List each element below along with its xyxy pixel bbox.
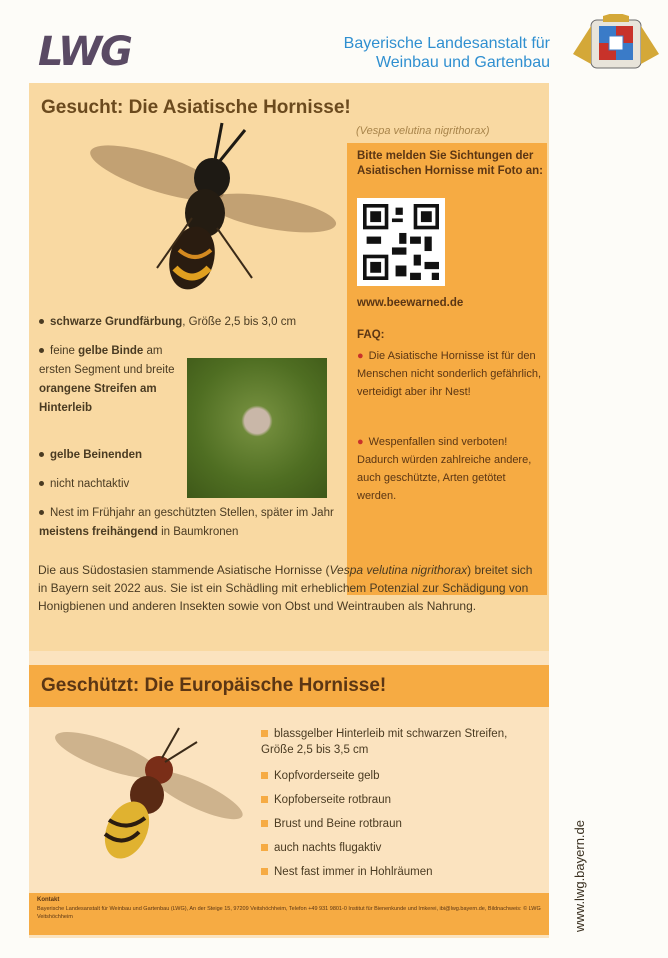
bullet-text: nicht nachtaktiv <box>50 478 130 490</box>
bullet-text: , Größe 2,5 bis 3,0 cm <box>182 316 297 328</box>
bullet-text: Kopfvorderseite gelb <box>274 770 380 782</box>
bavaria-coat-of-arms-icon <box>571 14 661 72</box>
bullet-square <box>261 844 268 851</box>
euro-feature-chest <box>261 816 402 832</box>
bullet-bold: gelbe Binde <box>78 345 144 357</box>
euro-feature-nest <box>261 864 433 880</box>
lwg-logo: LWG <box>38 29 131 75</box>
bullet-bold: schwarze Grundfärbung <box>50 316 183 328</box>
institution-line-1: Bayerische Landesanstalt für <box>343 35 550 52</box>
bullet-square <box>261 730 268 737</box>
website-link[interactable]: www.beewarned.de <box>357 297 464 309</box>
euro-feature-face <box>261 768 379 784</box>
bullet-dot <box>39 452 44 457</box>
asian-hornet-panel <box>29 83 549 651</box>
contact-footer <box>29 893 549 935</box>
bullet-square <box>261 796 268 803</box>
european-hornet-band <box>29 665 549 707</box>
bullet-bold: gelbe Beinenden <box>50 449 143 461</box>
euro-feature-nocturnal <box>261 840 381 856</box>
euro-feature-abdomen <box>261 726 541 758</box>
bullet-text: Kopfoberseite rotbraun <box>274 794 391 806</box>
qr-code-icon[interactable] <box>357 198 445 286</box>
bullet-text: am ersten Segment und breite <box>39 345 175 376</box>
bullet-dot <box>39 348 44 353</box>
feature-yellow-legs <box>39 446 142 465</box>
report-box <box>347 143 547 595</box>
feature-yellow-band <box>39 342 179 418</box>
bullet-dot <box>39 510 44 515</box>
faq-text: Die Asiatische Hornisse ist für den Menschen nicht sonderlich gefährlich, verteidigt aber ihr Nest! <box>357 350 542 398</box>
faq-text: Wespenfallen sind verboten! Dadurch würden zahlreiche andere, auch geschützte, Arten getötet werden. <box>357 436 532 502</box>
faq-label: FAQ: <box>357 329 385 341</box>
asian-hornet-illustration <box>87 118 337 303</box>
bullet-square <box>261 772 268 779</box>
asian-hornet-title: Gesucht: Die Asiatische Hornisse! <box>41 97 351 118</box>
contact-label: Kontakt <box>37 897 60 903</box>
bullet-text: Nest im Frühjahr an geschützten Stellen, später im Jahr <box>50 507 334 519</box>
euro-feature-head <box>261 792 391 808</box>
bullet-text: auch nachts flugaktiv <box>274 842 382 854</box>
report-instruction: Bitte melden Sie Sichtungen der Asiatischen Hornisse mit Foto an: <box>357 150 543 177</box>
description-paragraph <box>38 561 543 615</box>
nest-photo <box>187 358 327 498</box>
contact-text: Bayerische Landesanstalt für Weinbau und Gartenbau (LWG), An der Steige 15, 97209 Veitshöchheim, Telefon +49 931 9801-0 Institut für Bienenkunde und Imkerei, ibi@lwg.bayern.de, Bildnachweis: © LWG Veitshöchheim <box>37 906 541 920</box>
bullet-text: blassgelber Hinterleib mit schwarzen Streifen, Größe 2,5 bis 3,5 cm <box>261 728 508 756</box>
species-name: (Vespa velutina nigrithorax) <box>356 125 490 137</box>
flyer <box>29 83 549 938</box>
bullet-square <box>261 820 268 827</box>
bullet-dot: ● <box>357 350 364 362</box>
bullet-text: Brust und Beine rotbraun <box>274 818 402 830</box>
bullet-text: feine <box>50 345 79 357</box>
feature-nest <box>39 504 339 542</box>
institution-line-2: Weinbau und Gartenbau <box>375 54 550 71</box>
bullet-dot <box>39 319 44 324</box>
european-hornet-title: Geschützt: Die Europäische Hornisse! <box>41 675 387 696</box>
side-url[interactable]: www.lwg.bayern.de <box>572 820 587 932</box>
feature-not-nocturnal <box>39 475 129 494</box>
faq-item <box>357 433 543 505</box>
bullet-bold: meistens freihängend <box>39 526 158 538</box>
bullet-text: in Baumkronen <box>157 526 239 538</box>
paragraph-species: Vespa velutina nigrithorax <box>329 563 468 577</box>
paragraph-text: Die aus Südostasien stammende Asiatische Hornisse ( <box>38 563 330 577</box>
bullet-bold: orangene Streifen am Hinterleib <box>39 383 157 414</box>
bullet-square <box>261 868 268 875</box>
bullet-dot <box>39 481 44 486</box>
institution-name <box>344 34 550 72</box>
faq-item <box>357 347 543 401</box>
bullet-dot: ● <box>357 436 364 448</box>
paragraph-text: ) breitet sich in Bayern seit 2022 aus. Sie ist ein Schädling mit erheblichem Potenzial zur Schädigung von Honigbienen und anderen Insekten sowie von Obst und Weintrauben als Nahrung. <box>38 563 533 613</box>
bullet-text: Nest fast immer in Hohlräumen <box>274 866 433 878</box>
feature-black-color <box>39 313 296 332</box>
european-hornet-illustration <box>47 720 247 870</box>
